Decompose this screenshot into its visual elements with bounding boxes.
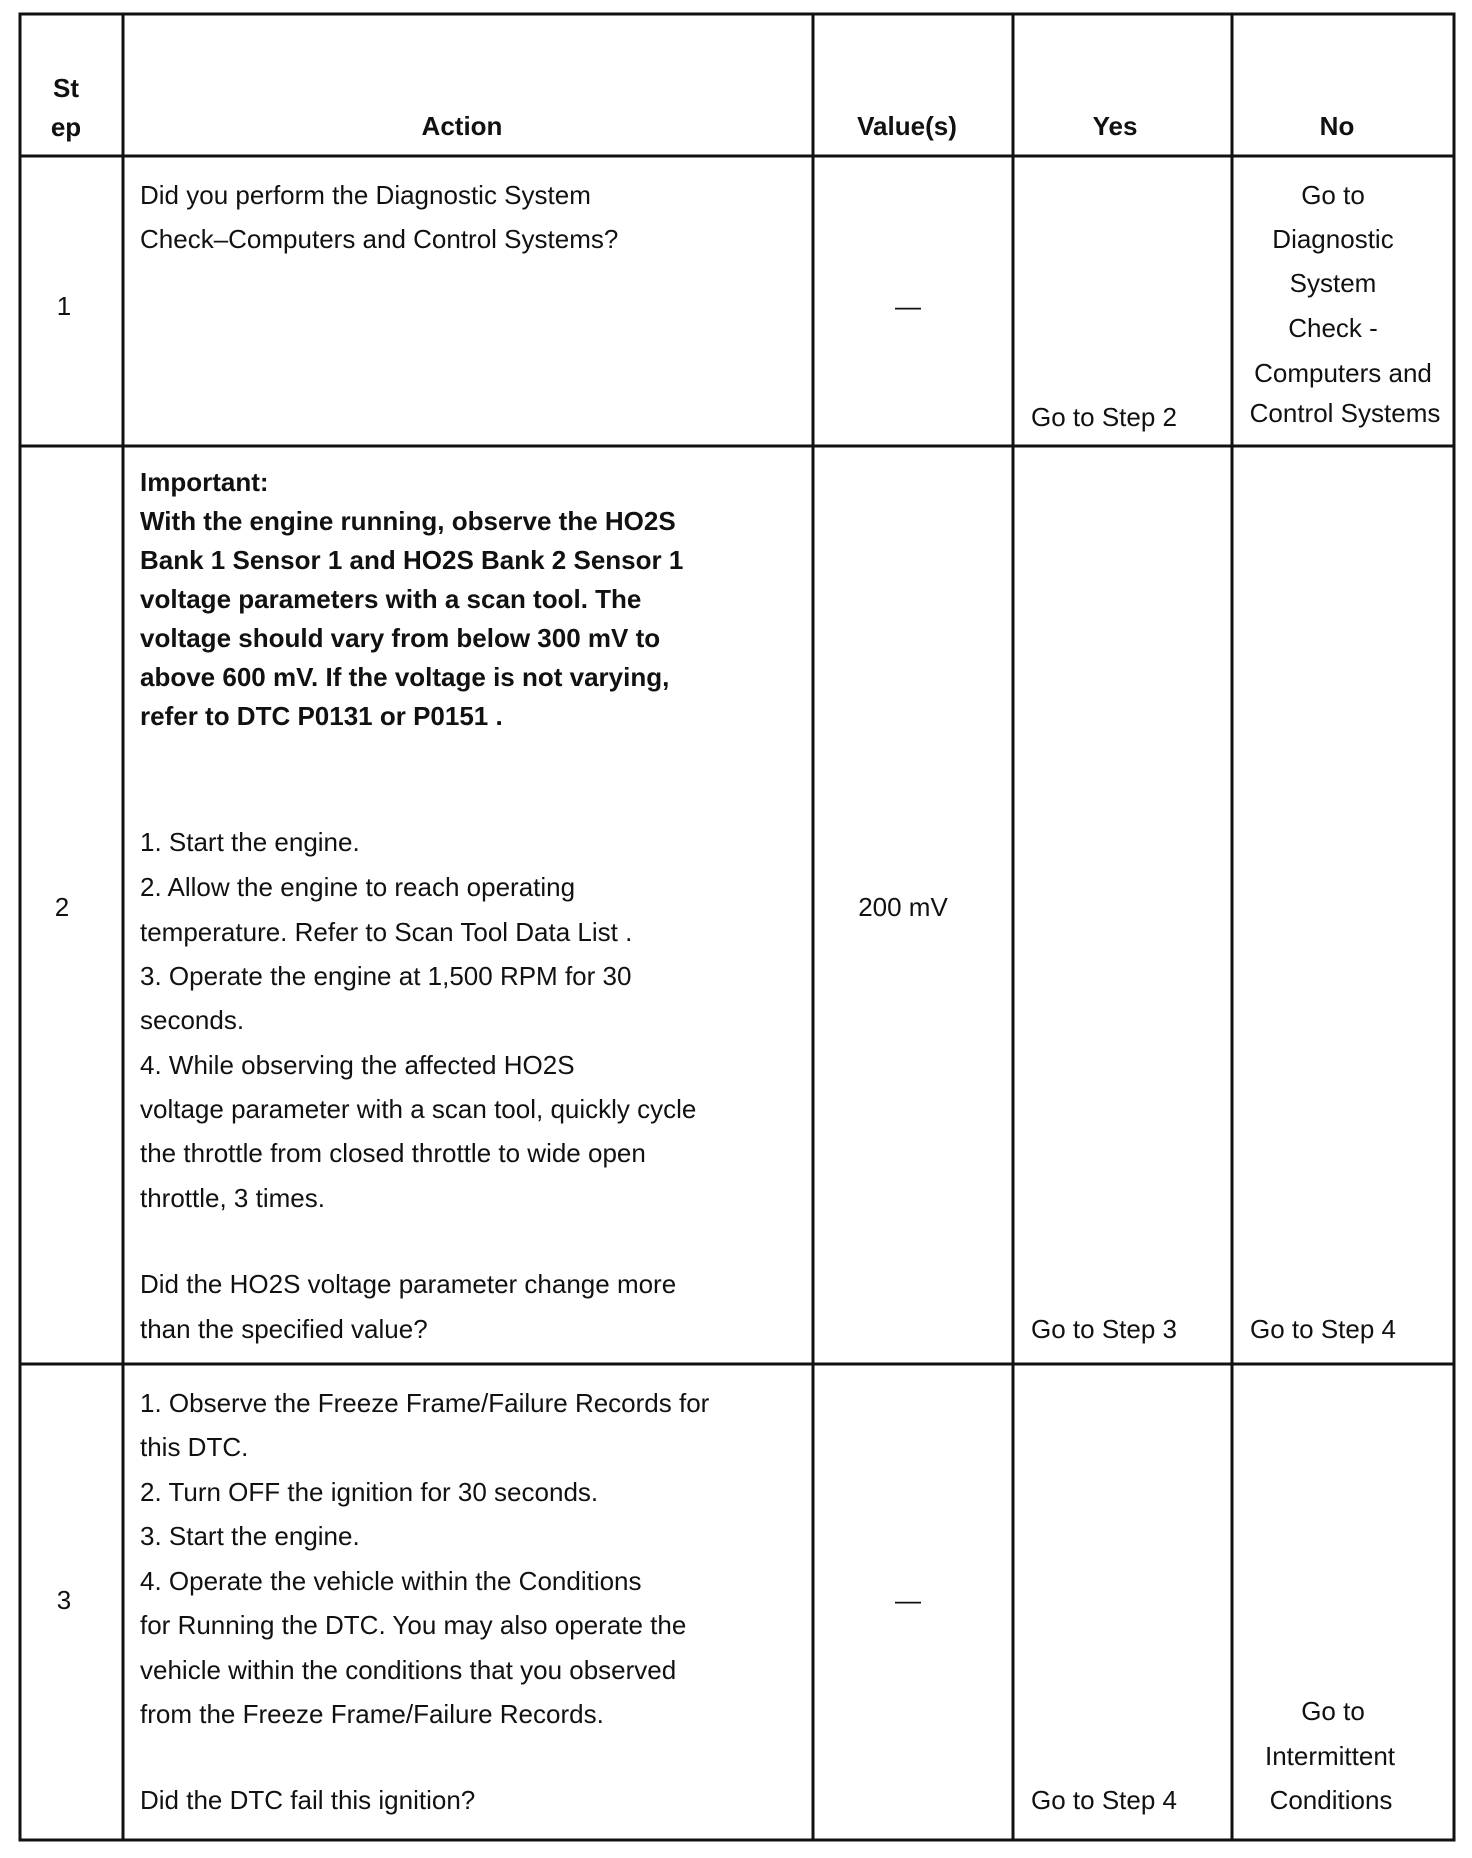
important-text: voltage should vary from below 300 mV to (140, 623, 661, 653)
yes-cell: Go to Step 3 (1031, 1314, 1177, 1344)
action-text: seconds. (140, 1005, 245, 1035)
action-text: 2. Turn OFF the ignition for 30 seconds. (140, 1477, 599, 1507)
action-text: 3. Start the engine. (140, 1521, 360, 1551)
header-yes: Yes (1092, 111, 1138, 141)
question-text: Did the HO2S voltage parameter change more (140, 1269, 677, 1299)
question-text: Did the DTC fail this ignition? (140, 1785, 476, 1815)
action-text: voltage parameter with a scan tool, quickly cycle (140, 1094, 697, 1124)
action-text: vehicle within the conditions that you observed (140, 1655, 677, 1685)
value-cell: — (895, 1585, 921, 1615)
no-cell-line: Check - (1288, 313, 1378, 343)
no-cell-line: Computers and (1254, 358, 1432, 388)
header-step-line1: St (53, 73, 79, 103)
action-text: Check–Computers and Control Systems? (140, 224, 619, 254)
step-number: 1 (56, 291, 72, 321)
yes-cell: Go to Step 4 (1031, 1785, 1177, 1815)
action-text: 1. Observe the Freeze Frame/Failure Records for (140, 1388, 710, 1418)
yes-cell: Go to Step 2 (1031, 402, 1177, 432)
value-cell: — (895, 291, 921, 321)
important-text: above 600 mV. If the voltage is not varying, (140, 662, 670, 692)
action-text: 4. Operate the vehicle within the Conditions (140, 1566, 642, 1596)
no-cell-line: Intermittent (1264, 1741, 1396, 1771)
action-text: throttle, 3 times. (140, 1183, 325, 1213)
action-text: 4. While observing the affected HO2S (140, 1050, 575, 1080)
action-text: 1. Start the engine. (140, 827, 360, 857)
no-cell-line: Go to (1301, 180, 1365, 210)
important-label: Important: (140, 467, 269, 497)
header-no: No (1319, 111, 1355, 141)
no-cell-line: Control Systems (1249, 398, 1441, 428)
header-step-line2: ep (50, 112, 82, 142)
action-text: 2. Allow the engine to reach operating (140, 872, 576, 902)
no-cell: Go to Step 4 (1250, 1314, 1396, 1344)
action-text: from the Freeze Frame/Failure Records. (140, 1699, 604, 1729)
action-text: the throttle from closed throttle to wide open (140, 1138, 646, 1168)
action-text: for Running the DTC. You may also operate the (140, 1610, 687, 1640)
no-cell-line: Conditions (1269, 1785, 1393, 1815)
important-text: With the engine running, observe the HO2S (140, 506, 676, 536)
important-text: Bank 1 Sensor 1 and HO2S Bank 2 Sensor 1 (140, 545, 684, 575)
no-cell-line: Go to (1301, 1696, 1365, 1726)
header-action: Action (421, 111, 503, 141)
action-text: temperature. Refer to Scan Tool Data List . (140, 917, 633, 947)
no-cell-line: System (1289, 268, 1377, 298)
step-number: 2 (54, 892, 70, 922)
value-cell: 200 mV (858, 892, 948, 922)
important-text: refer to DTC P0131 or P0151 . (140, 701, 503, 731)
action-text: 3. Operate the engine at 1,500 RPM for 30 (140, 961, 632, 991)
header-values: Value(s) (857, 111, 957, 141)
question-text: than the specified value? (140, 1314, 428, 1344)
no-cell-line: Diagnostic (1272, 224, 1394, 254)
important-text: voltage parameters with a scan tool. The (140, 584, 642, 614)
action-text: this DTC. (140, 1432, 249, 1462)
action-text: Did you perform the Diagnostic System (140, 180, 591, 210)
step-number: 3 (56, 1585, 72, 1615)
